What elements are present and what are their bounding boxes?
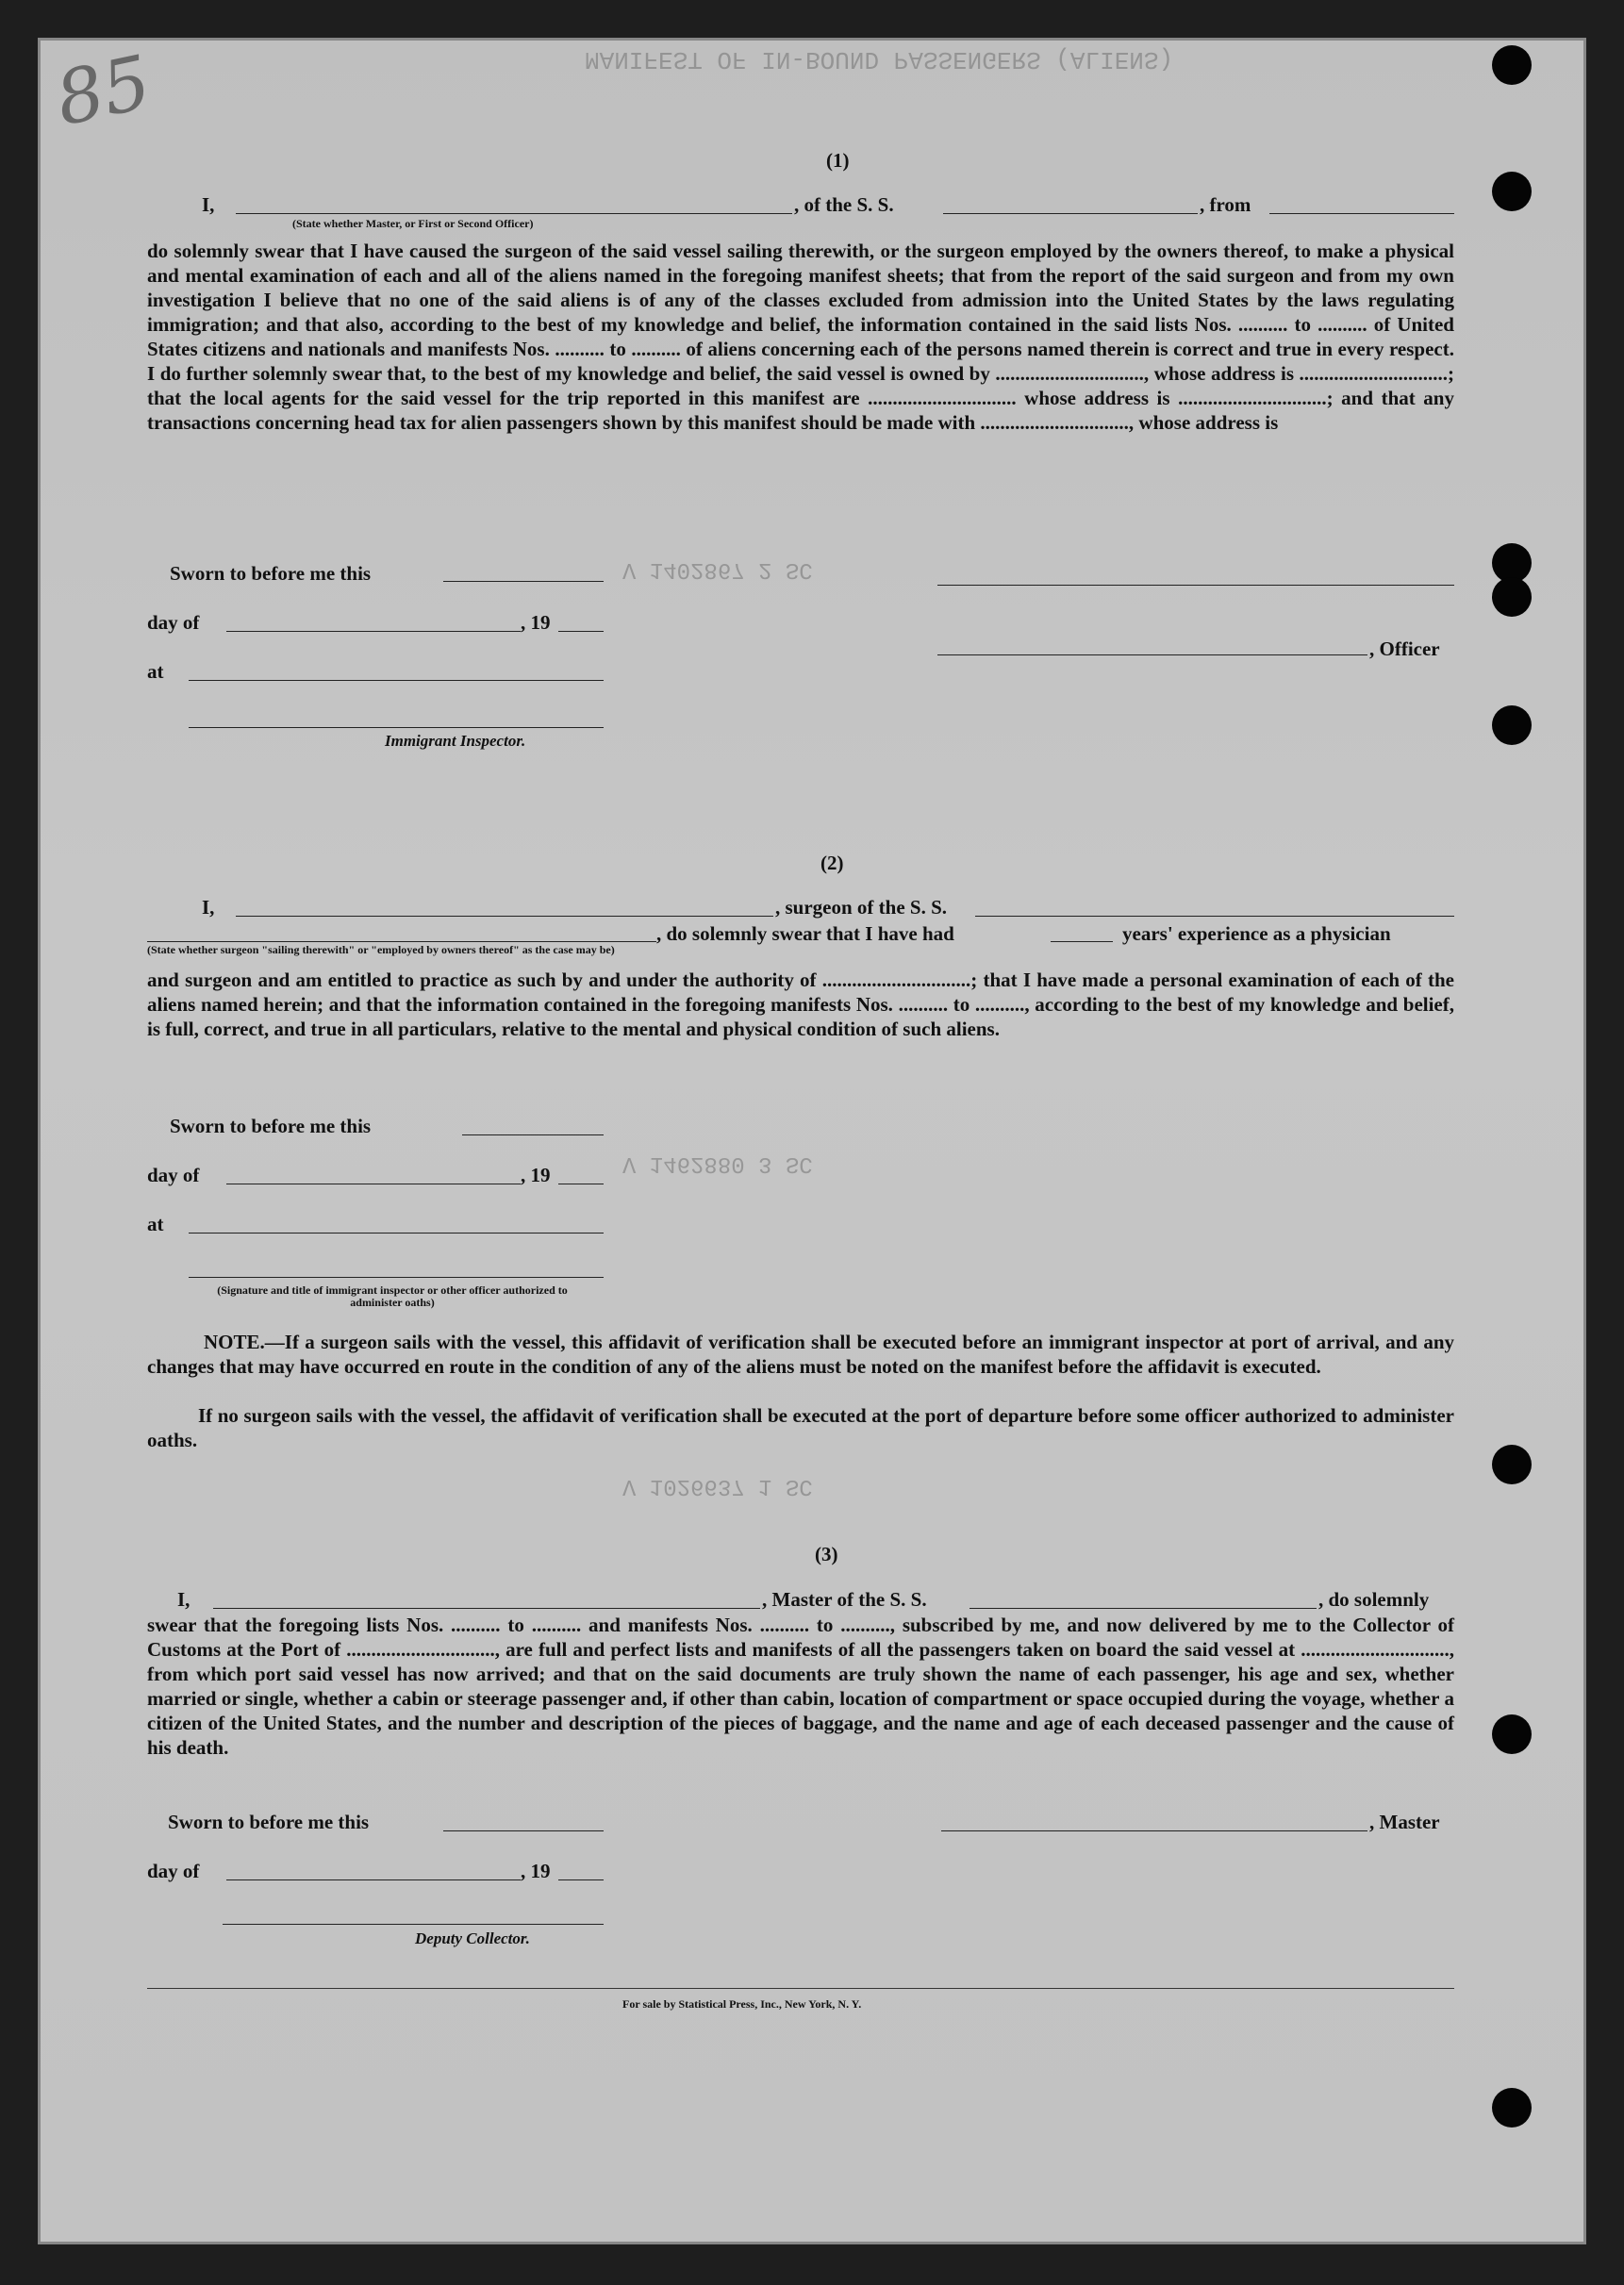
binder-hole (1492, 45, 1532, 85)
sec1-officer-signature-line (937, 654, 1367, 655)
sec1-at-line (189, 680, 604, 681)
sec1-at: at (147, 660, 164, 683)
sec2-swear: , do solemnly swear that I have had (656, 922, 954, 945)
reverse-show-through: MANIFEST OF IN-BOUND PASSENGERS (ALIENS) (585, 45, 1174, 74)
note-text-1: —If a surgeon sails with the vessel, this affidavit of verification shall be executed before an immigrant inspector at port of arrival, and any changes that may have occurred en route in the condition of any of the aliens must be noted on the manifest before the affidavit is executed. (147, 1331, 1454, 1378)
footer-imprint: For sale by Statistical Press, Inc., New York, N. Y. (622, 1997, 862, 2011)
sec1-from-label: , from (1200, 193, 1251, 216)
sec3-i-label: I, (177, 1588, 191, 1611)
sec1-body: do solemnly swear that I have caused the surgeon of the said vessel sailing therewith, or the surgeon employed by the owners thereof, to make a physical and mental examination of each and all of the aliens named in the foregoing manifest sheets; that from the report of the said surgeon and from my own investigation I believe that no one of the said aliens is of any of the classes excluded from admission into the United States by the laws regulating immigration; and that also, according to the best of my knowledge and belief, the information contained in the said lists Nos. .......... to .......... of United States citizens and nationals and manifests Nos. .......... to .......... of aliens concerning each of the persons named therein is correct and true in every respect. I do further solemnly swear that, to the best of my knowledge and belief, the said vessel is owned by .............................., whose address is ..............................; that the local agents for the said vessel for the trip reported in this manifest are .............................. whose address is ..............................; and that any transactions concerning head tax for alien passengers shown by this manifest should be made with .............................., whose address is (147, 240, 1454, 434)
sec3-day-line (226, 1879, 521, 1880)
sec1-sworn-line (443, 581, 604, 582)
sec1-vessel-name-line (943, 213, 1198, 214)
sec2-vessel-line (975, 916, 1454, 917)
sec2-surgeon-of: , surgeon of the S. S. (775, 896, 948, 919)
binder-hole (1492, 1714, 1532, 1754)
binder-hole (1492, 2088, 1532, 2128)
sec1-day-of: day of (147, 611, 200, 634)
sec2-sworn-label: Sworn to before me this (170, 1115, 372, 1137)
sec3-sworn-line (443, 1830, 604, 1831)
sec2-day-of: day of (147, 1164, 200, 1186)
sec1-day-line (226, 631, 521, 632)
margin-note: 85 (48, 40, 158, 143)
reverse-show-through: V 1026637 1 SC (622, 1473, 813, 1498)
sec1-officer-line-1 (937, 585, 1454, 586)
sec2-year: , 19 (521, 1164, 551, 1186)
binder-hole (1492, 577, 1532, 617)
sec3-vessel-line (969, 1608, 1317, 1609)
sec3-year-line (558, 1879, 604, 1880)
sec2-years: years' experience as a physician (1122, 922, 1391, 945)
sec1-year: , 19 (521, 611, 551, 634)
note-label: NOTE. (204, 1331, 265, 1353)
sec1-from-line (1269, 213, 1454, 214)
sec3-do-solemnly: , do solemnly (1318, 1588, 1430, 1611)
sec2-at: at (147, 1213, 164, 1235)
sec2-at-line (189, 1233, 604, 1234)
sec3-year: , 19 (521, 1860, 551, 1882)
sec3-master-label: , Master (1369, 1811, 1440, 1833)
sec2-i-label: I, (202, 896, 215, 919)
sec2-body: and surgeon and am entitled to practice as such by and under the authority of ..............................; that I have made a personal examination of each of the aliens named herein; and that the information contained in the foregoing manifests Nos. .......... to .........., according to the best of my knowledge and belief, is full, correct, and true in all particulars, relative to the mental and physical condition of such aliens. (147, 969, 1454, 1040)
sec1-officer-caption: (State whether Master, or First or Second Officer) (292, 217, 534, 230)
sec3-master-of: , Master of the S. S. (762, 1588, 927, 1611)
note-paragraph-1 (147, 1330, 1454, 1379)
sec1-officer-name-line (236, 213, 792, 214)
sec1-year-line (558, 631, 604, 632)
sec3-master-name-line (213, 1608, 760, 1609)
sec3-sworn-label: Sworn to before me this (168, 1811, 370, 1833)
sec1-i-label: I, (202, 193, 215, 216)
reverse-show-through: V 1402867 2 SC (622, 556, 813, 582)
sec3-master-signature-line (941, 1830, 1367, 1831)
section-3-number: (3) (815, 1543, 838, 1565)
reverse-show-through: V 1462880 3 SC (622, 1151, 813, 1176)
sec3-deputy-line (223, 1924, 604, 1925)
sec2-surgeon-caption: (State whether surgeon "sailing therewith" or "employed by owners thereof" as the case may be) (147, 943, 615, 956)
sec2-years-line (1051, 941, 1113, 942)
sec1-inspector-label: Immigrant Inspector. (385, 732, 526, 750)
sec2-sworn-line (462, 1134, 604, 1135)
sec1-sworn-label: Sworn to before me this (170, 562, 372, 585)
binder-hole (1492, 172, 1532, 211)
note-paragraph-2: If no surgeon sails with the vessel, the affidavit of verification shall be executed at the port of departure before some officer authorized to administer oaths. (147, 1404, 1454, 1451)
sec3-day-of: day of (147, 1860, 200, 1882)
sec1-inspector-line (189, 727, 604, 728)
sec2-capacity-line (147, 941, 656, 942)
sec2-surgeon-name-line (236, 916, 773, 917)
section-1-number: (1) (826, 149, 850, 172)
section-2-number: (2) (820, 852, 844, 874)
binder-hole (1492, 705, 1532, 745)
sec2-signature-caption: (Signature and title of immigrant inspector or other officer authorized to administer oaths) (217, 1283, 568, 1309)
sec3-body: swear that the foregoing lists Nos. .......... to .......... and manifests Nos. .......... to .........., subscribed by me, and now delivered by me to the Collector of Customs at the Port of .............................., are full and perfect lists and manifests of all the passengers taken on board the said vessel at .............................., from which port said vessel has now arrived; and that on the said documents are truly shown the name of each passenger, his age and sex, whether married or single, whether a cabin or steerage passenger and, if other than cabin, location of compartment or space occupied during the voyage, whether a citizen of the United States, and the number and description of the pieces of baggage, and the name and age of each deceased passenger and the cause of his death. (147, 1614, 1454, 1759)
sec3-deputy-label: Deputy Collector. (415, 1929, 530, 1947)
sec1-officer-label: , Officer (1369, 637, 1440, 660)
bottom-rule (147, 1988, 1454, 1989)
binder-hole (1492, 1445, 1532, 1484)
sec1-of-the-ss: , of the S. S. (794, 193, 894, 216)
sec2-signature-line (189, 1277, 604, 1278)
